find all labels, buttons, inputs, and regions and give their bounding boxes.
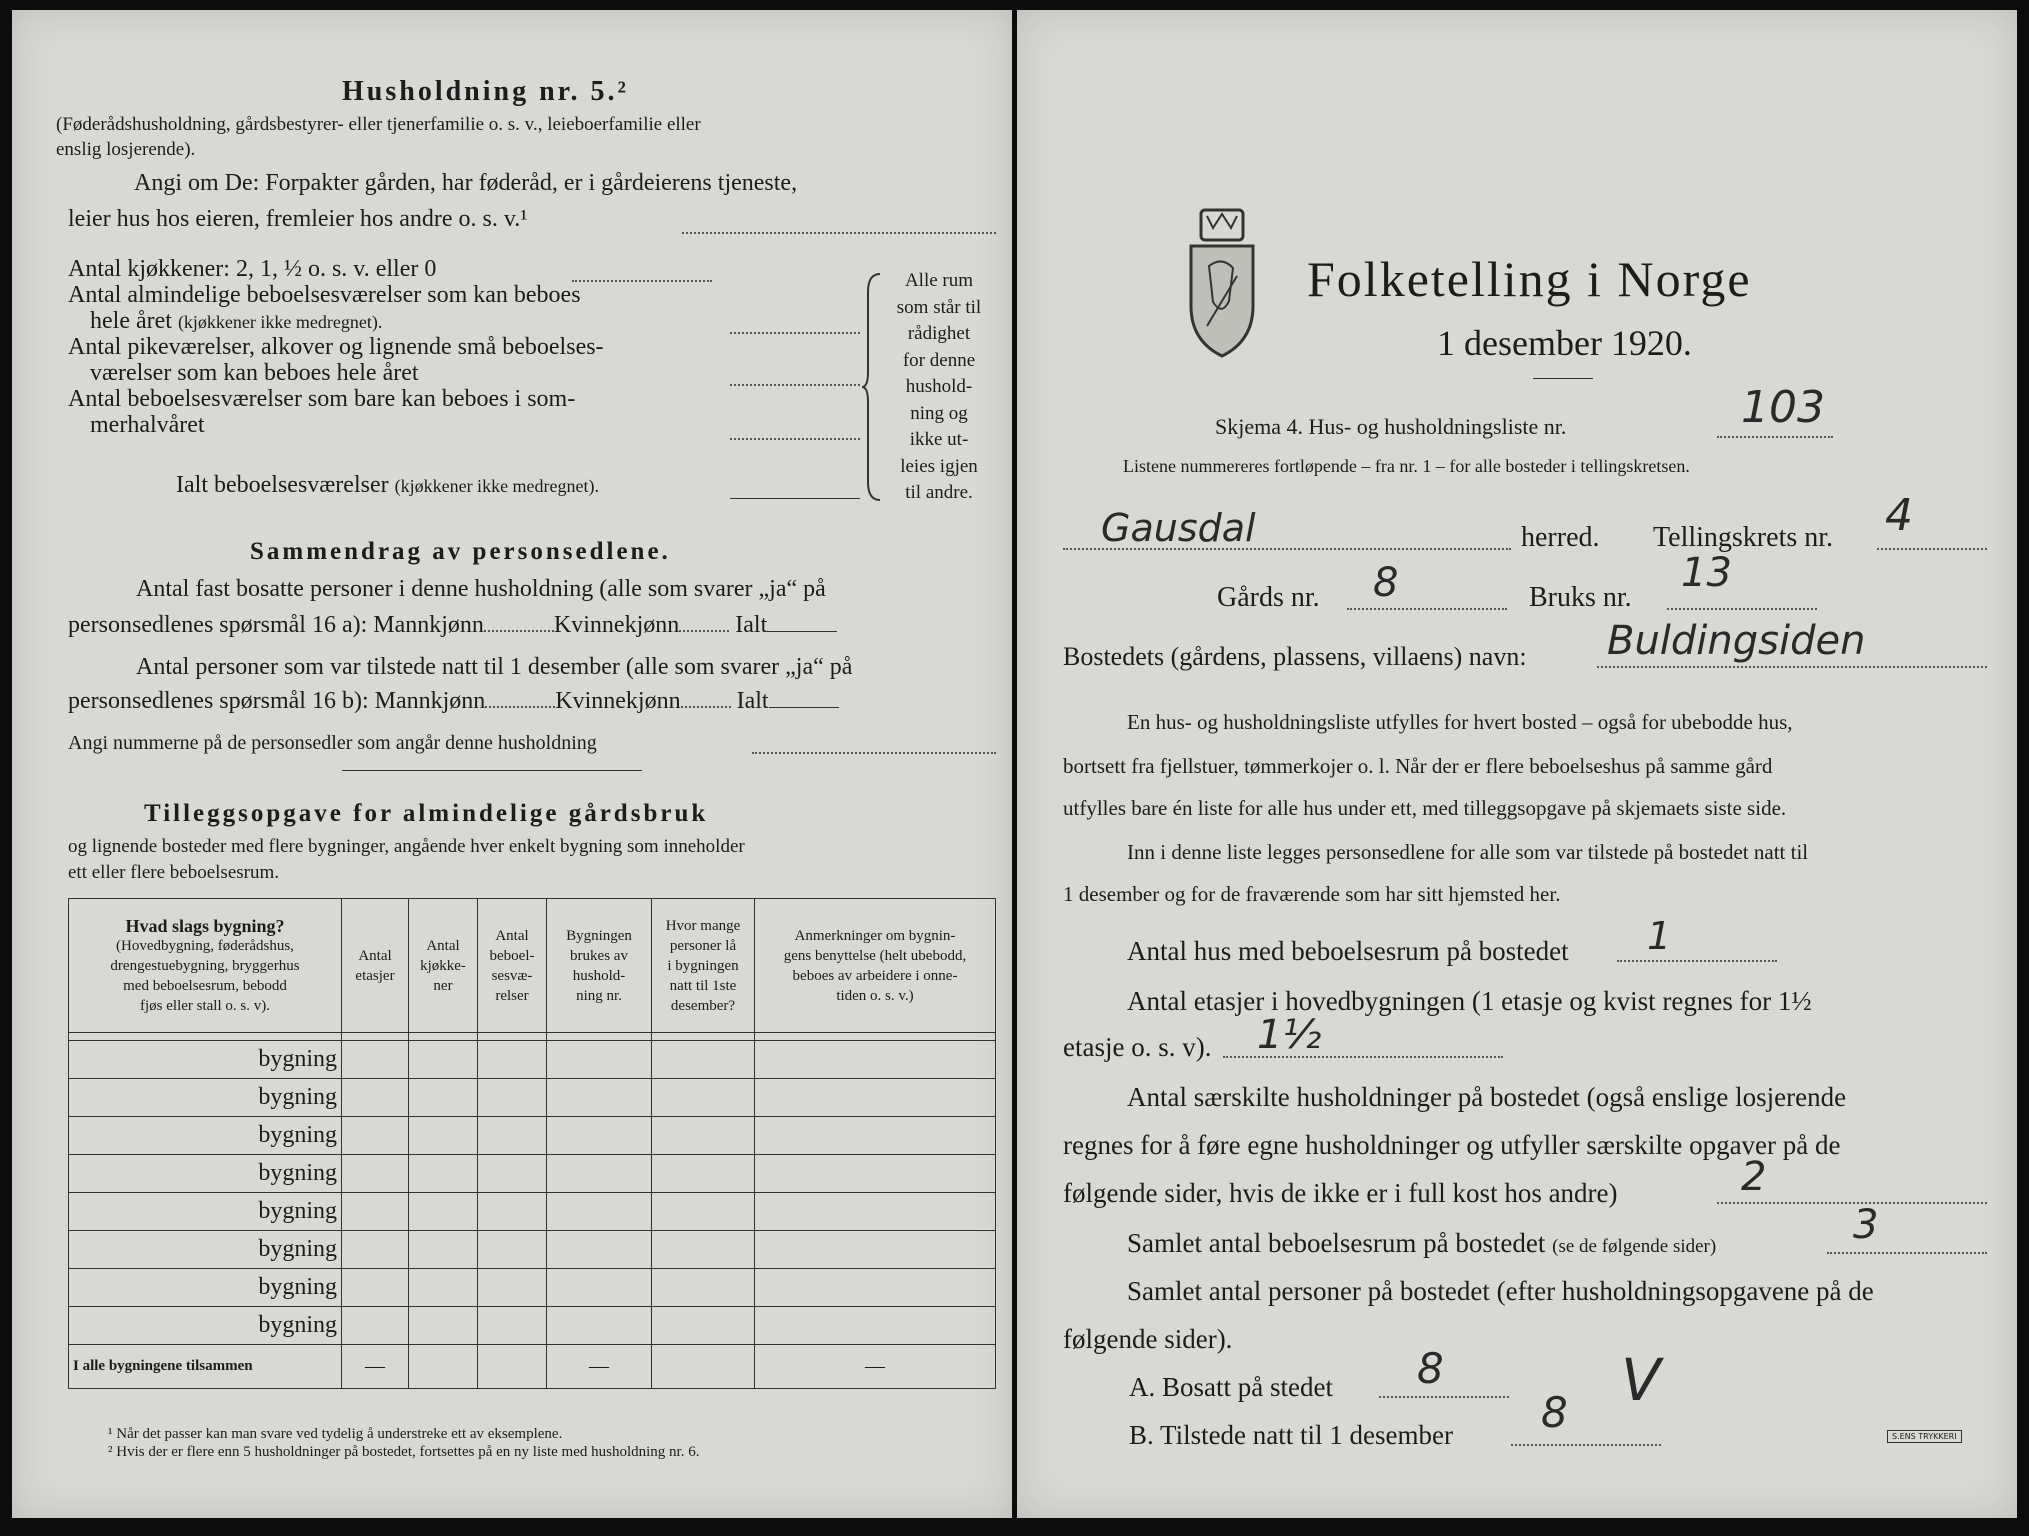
tilstede-value[interactable]: 8 bbox=[1541, 1388, 1568, 1437]
beboelsesrum-value[interactable]: 3 bbox=[1853, 1202, 1879, 1248]
table-row[interactable]: bygning bbox=[69, 1193, 996, 1231]
right-page: Folketelling i Norge 1 desember 1920. Skjema 4. Hus- og husholdningsliste nr. 103 Listene nummereres fortløpende – fra nr. 1 – for alle bosteder i tellingskretsen. Gausdal herred. Tellingskrets nr. 4 Gårds nr. 8 Bruks nr. 13 Bostedets (gårdens, plassens, villaens) navn: Buldingsiden En hus- og husholdningsliste utfylles for hvert bosted – også for ubebodde hus, bortsett fra fjellstuer, tømmerkojer o. l. Når der er flere beboelseshus på samme gård utfylles bare én liste for alle hus under ett, med tilleggsopgave på skjemaets siste side. Inn i denne liste legges personsedlene for alle som var tilstede på bostedet natt til 1 desember og for de fraværende som har sitt hjemsted her. Antal hus med beboelsesrum på bostedet 1 Antal etasjer i hovedbygningen (1 etasje og kvist regnes for 1½ etasje o. s. v). 1½ Antal særskilte husholdninger på bostedet (også enslige losjerende regnes for å føre egne husholdninger og utfyller særskilte opgaver på de følgende sider, hvis de ikke er i full kost hos andre) 2 Samlet antal beboelsesrum på bostedet (se de følgende sider) 3 Samlet antal personer på bostedet (efter husholdningsopgavene på de følgende sider). A. Bosatt på stedet 8 B. Tilstede natt til 1 desember 8 V S.ENS TRYKKERI bbox=[1017, 10, 2017, 1518]
table-row[interactable]: bygning bbox=[69, 1307, 996, 1345]
husholdninger-value[interactable]: 2 bbox=[1741, 1154, 1767, 1200]
footnote-1: ¹ Når det passer kan man svare ved tydelig å understreke ett av eksemplene. bbox=[108, 1426, 563, 1442]
kitchens-label: Antal kjøkkener: 2, 1, ½ o. s. v. eller 0 bbox=[68, 256, 437, 282]
footnote-2: ² Hvis der er flere enn 5 husholdninger på bostedet, fortsettes på en ny liste med husholdning nr. 6. bbox=[108, 1444, 700, 1460]
household-subtitle: (Føderådshusholdning, gårdsbestyrer- eller tjenerfamilie o. s. v., leieboerfamilie eller bbox=[56, 114, 701, 135]
total-rooms-field[interactable] bbox=[730, 498, 860, 499]
left-page: Husholdning nr. 5.² (Føderådshusholdning, gårdsbestyrer- eller tjenerfamilie o. s. v., leieboerfamilie eller enslig losjerende). Angi om De: Forpakter gården, har føderåd, er i gårdeierens tjeneste, leier hus hos eieren, fremleier hos andre o. s. v.¹ Antal kjøkkener: 2, 1, ½ o. s. v. eller 0 Antal almindelige beboelsesværelser som kan beboes hele året (kjøkkener ikke medregnet). Antal pikeværelser, alkover og lignende små beboelses- værelser som kan beboes hele året Antal beboelsesværelser som bare kan beboes i som- merhalvåret Ialt beboelsesværelser (kjøkkener ikke medregnet). Alle rum som står til rådighet for denne hushold- ning og ikke ut- leies igjen til andre. Sammendrag av personsedlene. Antal fast bosatte personer i denne husholdning (alle som svarer „ja“ på personsedlenes spørsmål 16 a): Mannkjønn Kvinnekjønn Ialt Antal personer som var tilstede natt til 1 desember (alle som svarer „ja“ på personsedlenes spørsmål 16 b): Mannkjønn Kvinnekjønn Ialt Angi nummerne på de personsedler som angår denne husholdning Tilleggsopgave for almindelige gårdsbruk og lignende bosteder med flere bygninger, angående hver enkelt bygning som inneholder ett eller flere beboelsesrum. Hvad slags bygning? (Hovedbygning, føderådshus, drengestuebygning, bryggerhus med beboelsesrum, bebodd fjøs eller stall o. s. v). Antal etasjer Antal kjøkke- ner Antal beboel- sesvæ- relser Bygningen brukes av hushold- ning nr. Hvor mange personer lå i bygningen natt til 1ste desember? Anmerkninger om bygnin- gens benyttelse (helt ubebodd, beboes av arbeidere i onne- tiden o. s. v.) bygning bygning bygning bygning bygning bygning bygning bygning I alle bygningene tilsammen — — — ¹ Når det passer kan man svare ved tydelig å understreke ett av eksemplene. ² Hvis der er flere enn 5 husholdninger på bostedet, fortsettes på en ny liste med husholdning nr. 6. bbox=[12, 10, 1012, 1518]
skjema-nr[interactable]: 103 bbox=[1741, 382, 1825, 433]
brace bbox=[860, 272, 884, 502]
summer-rooms-field[interactable] bbox=[730, 438, 860, 440]
skjema-label: Skjema 4. Hus- og husholdningsliste nr. bbox=[1215, 414, 1567, 439]
printer-stamp: S.ENS TRYKKERI bbox=[1887, 1430, 1962, 1443]
etasjer-value[interactable]: 1½ bbox=[1257, 1012, 1322, 1058]
antal-hus-value[interactable]: 1 bbox=[1647, 914, 1672, 958]
tilstede-label: B. Tilstede natt til 1 desember bbox=[1129, 1420, 1453, 1450]
total-rooms-label: Ialt beboelsesværelser bbox=[176, 472, 389, 498]
main-title: Folketelling i Norge bbox=[1307, 251, 1752, 307]
table-row[interactable]: bygning bbox=[69, 1231, 996, 1269]
tellingskrets-label: Tellingskrets nr. bbox=[1653, 522, 1834, 553]
table-total-row: I alle bygningene tilsammen — — — bbox=[69, 1345, 996, 1389]
angi-nummerne-field[interactable] bbox=[752, 752, 996, 754]
summary-heading: Sammendrag av personsedlene. bbox=[250, 538, 671, 565]
ordinary-rooms-field[interactable] bbox=[730, 332, 860, 334]
table-row[interactable]: bygning bbox=[69, 1079, 996, 1117]
table-row[interactable]: bygning bbox=[69, 1117, 996, 1155]
bruks-nr[interactable]: 13 bbox=[1681, 550, 1732, 596]
bosted-label: Bostedets (gårdens, plassens, villaens) navn: bbox=[1063, 642, 1527, 671]
table-row[interactable]: bygning bbox=[69, 1041, 996, 1079]
tillegg-heading: Tilleggsopgave for almindelige gårdsbruk bbox=[144, 800, 709, 827]
building-table: Hvad slags bygning? (Hovedbygning, føderådshus, drengestuebygning, bryggerhus med beboelsesrum, bebodd fjøs eller stall o. s. v). Antal etasjer Antal kjøkke- ner Antal beboel- sesvæ- relser Bygningen brukes av hushold- ning nr. Hvor mange personer lå i bygningen natt til 1ste desember? Anmerkninger om bygnin- gens benyttelse (helt ubebodd, beboes av arbeidere i onne- tiden o. s. v.) bygning bygning bygning bygning bygning bygning bygning bygning I alle bygningene tilsammen — — — bbox=[68, 898, 996, 1389]
angi-answer-line[interactable] bbox=[682, 232, 996, 234]
table-row[interactable]: bygning bbox=[69, 1269, 996, 1307]
bosatt-label: A. Bosatt på stedet bbox=[1129, 1372, 1333, 1402]
bosatt-value[interactable]: 8 bbox=[1417, 1344, 1444, 1393]
census-date: 1 desember 1920. bbox=[1437, 323, 1692, 363]
listene-note: Listene nummereres fortløpende – fra nr. 1 – for alle bosteder i tellingskretsen. bbox=[1123, 456, 1690, 476]
gards-nr[interactable]: 8 bbox=[1373, 560, 1399, 606]
q-antal-hus: Antal hus med beboelsesrum på bostedet bbox=[1127, 936, 1569, 966]
bosted-value[interactable]: Buldingsiden bbox=[1607, 618, 1866, 664]
coat-of-arms-icon bbox=[1187, 206, 1257, 362]
household-title: Husholdning nr. 5.² bbox=[342, 76, 629, 107]
herred-value[interactable]: Gausdal bbox=[1101, 506, 1256, 550]
check-mark: V bbox=[1621, 1346, 1661, 1414]
maid-rooms-field[interactable] bbox=[730, 384, 860, 386]
angi-text: Angi om De: Forpakter gården, har føderåd, er i gårdeierens tjeneste, bbox=[134, 170, 798, 196]
angi-nummerne: Angi nummerne på de personsedler som angår denne husholdning bbox=[68, 732, 597, 754]
table-row[interactable]: bygning bbox=[69, 1155, 996, 1193]
gards-label: Gårds nr. bbox=[1217, 582, 1320, 613]
bruks-label: Bruks nr. bbox=[1529, 582, 1632, 613]
herred-label: herred. bbox=[1521, 522, 1600, 553]
kitchens-field[interactable] bbox=[572, 280, 712, 282]
rooms-note: Alle rum som står til rådighet for denne hushold- ning og ikke ut- leies igjen til andre. bbox=[896, 270, 982, 503]
tellingskrets-nr[interactable]: 4 bbox=[1885, 490, 1913, 541]
